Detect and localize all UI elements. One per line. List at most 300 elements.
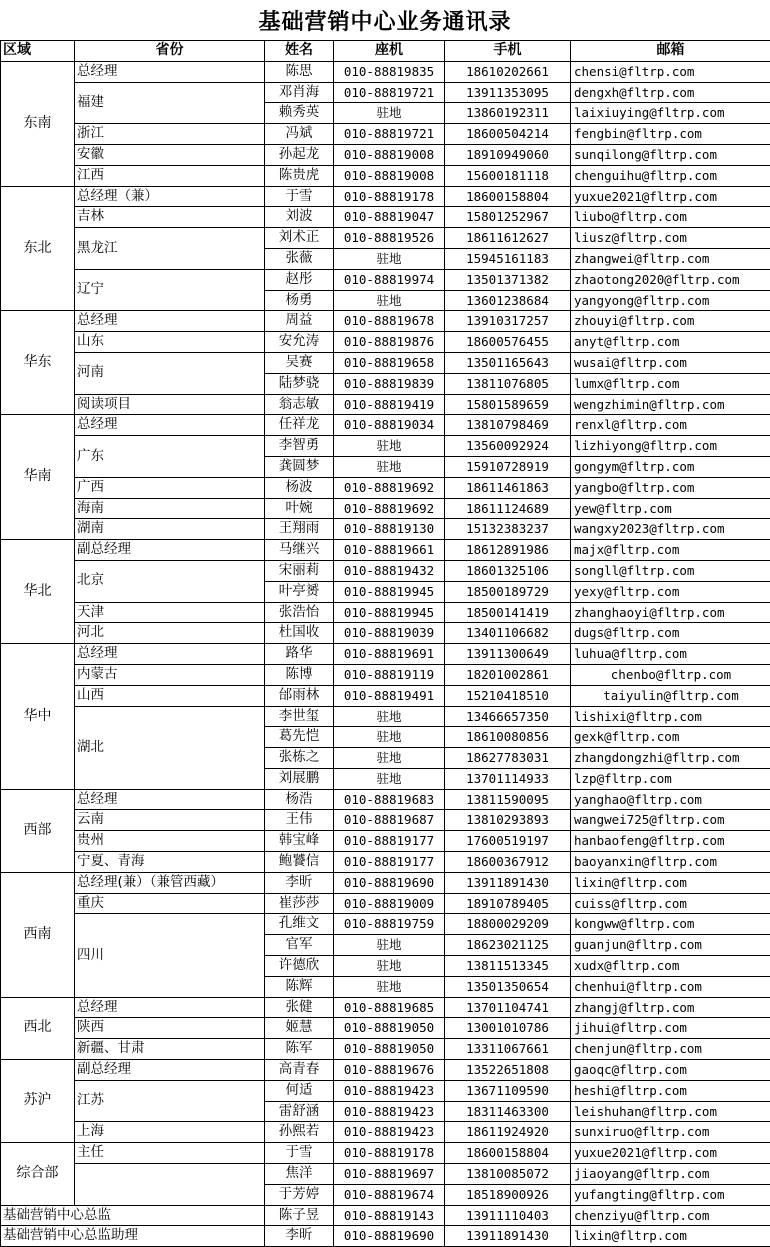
phone-cell: 010-88819034 [334, 415, 445, 436]
phone-cell: 驻地 [334, 935, 445, 956]
table-row [1, 1122, 770, 1143]
email-cell: majx@fltrp.com [571, 540, 770, 561]
table-row [1, 997, 770, 1018]
table-row [1, 1080, 770, 1101]
name-cell: 陈辉 [265, 976, 334, 997]
name-cell: 陈思 [265, 61, 334, 82]
table-row [1, 352, 770, 373]
phone-cell: 010-88819683 [334, 789, 445, 810]
province-cell: 黑龙江 [75, 228, 265, 270]
table-row [1, 394, 770, 415]
region-cell: 综合部 [1, 1143, 75, 1205]
email-cell: yanghao@fltrp.com [571, 789, 770, 810]
phone-cell: 010-88819692 [334, 498, 445, 519]
phone-cell: 010-88819178 [334, 1143, 445, 1164]
province-cell: 宁夏、青海 [75, 852, 265, 873]
name-cell: 葛先恺 [265, 727, 334, 748]
name-cell: 孔维文 [265, 914, 334, 935]
table-row [1, 872, 770, 893]
phone-cell: 010-88819661 [334, 540, 445, 561]
name-cell: 王翔雨 [265, 519, 334, 540]
email-cell: lishixi@fltrp.com [571, 706, 770, 727]
phone-cell: 010-88819676 [334, 1060, 445, 1081]
province-cell: 北京 [75, 560, 265, 602]
name-cell: 于雪 [265, 1143, 334, 1164]
header-mobile: 手机 [445, 41, 571, 62]
table-row [1, 61, 770, 82]
name-cell: 刘波 [265, 207, 334, 228]
name-cell: 李世玺 [265, 706, 334, 727]
email-cell: xudx@fltrp.com [571, 956, 770, 977]
name-cell: 张栋之 [265, 748, 334, 769]
email-cell: yew@fltrp.com [571, 498, 770, 519]
phone-cell: 010-88819697 [334, 1164, 445, 1185]
province-cell: 总经理 [75, 311, 265, 332]
mobile-cell: 13466657350 [445, 706, 571, 727]
mobile-cell: 13701114933 [445, 768, 571, 789]
header-province: 省份 [75, 41, 265, 62]
mobile-cell: 13501371382 [445, 269, 571, 290]
name-cell: 邰雨林 [265, 685, 334, 706]
email-cell: liubo@fltrp.com [571, 207, 770, 228]
mobile-cell: 18500189729 [445, 581, 571, 602]
mobile-cell: 18610202661 [445, 61, 571, 82]
table-row [1, 1205, 770, 1226]
mobile-cell: 18600576455 [445, 332, 571, 353]
province-cell: 天津 [75, 602, 265, 623]
province-cell: 安徽 [75, 144, 265, 165]
mobile-cell: 13810293893 [445, 810, 571, 831]
table-row [1, 207, 770, 228]
phone-cell: 驻地 [334, 768, 445, 789]
province-cell: 四川 [75, 914, 265, 997]
mobile-cell: 13810798469 [445, 415, 571, 436]
name-cell: 王伟 [265, 810, 334, 831]
name-cell: 崔莎莎 [265, 893, 334, 914]
mobile-cell: 18600158804 [445, 186, 571, 207]
mobile-cell: 13810085072 [445, 1164, 571, 1185]
mobile-cell: 15801589659 [445, 394, 571, 415]
name-cell: 杨波 [265, 477, 334, 498]
name-cell: 于雪 [265, 186, 334, 207]
table-row [1, 1226, 770, 1247]
email-cell: heshi@fltrp.com [571, 1080, 770, 1101]
name-cell: 杨浩 [265, 789, 334, 810]
phone-cell: 010-88819759 [334, 914, 445, 935]
mobile-cell: 13910317257 [445, 311, 571, 332]
email-cell: zhangwei@fltrp.com [571, 248, 770, 269]
mobile-cell: 18611124689 [445, 498, 571, 519]
mobile-cell: 18910949060 [445, 144, 571, 165]
mobile-cell: 15132383237 [445, 519, 571, 540]
header-email: 邮箱 [571, 41, 770, 62]
mobile-cell: 13601238684 [445, 290, 571, 311]
email-cell: leishuhan@fltrp.com [571, 1101, 770, 1122]
table-row [1, 893, 770, 914]
mobile-cell: 15801252967 [445, 207, 571, 228]
email-cell: yangbo@fltrp.com [571, 477, 770, 498]
province-cell: 上海 [75, 1122, 265, 1143]
table-row [1, 477, 770, 498]
mobile-cell: 13560092924 [445, 436, 571, 457]
province-cell: 总经理 [75, 789, 265, 810]
mobile-cell: 18500141419 [445, 602, 571, 623]
email-cell: taiyulin@fltrp.com [571, 685, 770, 706]
phone-cell: 010-88819008 [334, 165, 445, 186]
region-cell: 华中 [1, 644, 75, 790]
table-row [1, 519, 770, 540]
directory-body [1, 61, 770, 1246]
mobile-cell: 13811513345 [445, 956, 571, 977]
table-row [1, 540, 770, 561]
mobile-cell: 15910728919 [445, 456, 571, 477]
mobile-cell: 18611612627 [445, 228, 571, 249]
name-cell: 陈贵虎 [265, 165, 334, 186]
province-cell: 湖北 [75, 706, 265, 789]
phone-cell: 010-88819491 [334, 685, 445, 706]
phone-cell: 010-88819178 [334, 186, 445, 207]
province-cell: 副总经理 [75, 540, 265, 561]
name-cell: 吴赛 [265, 352, 334, 373]
email-cell: gexk@fltrp.com [571, 727, 770, 748]
mobile-cell: 13911891430 [445, 1226, 571, 1247]
phone-cell: 010-88819526 [334, 228, 445, 249]
role-cell: 基础营销中心总监 [1, 1205, 265, 1226]
name-cell: 赖秀英 [265, 103, 334, 124]
mobile-cell: 17600519197 [445, 831, 571, 852]
table-row [1, 144, 770, 165]
table-row [1, 1039, 770, 1060]
email-cell: sunqilong@fltrp.com [571, 144, 770, 165]
phone-cell: 010-88819009 [334, 893, 445, 914]
mobile-cell: 13911353095 [445, 82, 571, 103]
mobile-cell: 18910789405 [445, 893, 571, 914]
phone-cell: 010-88819050 [334, 1018, 445, 1039]
province-cell: 浙江 [75, 124, 265, 145]
phone-cell: 010-88819876 [334, 332, 445, 353]
email-cell: yexy@fltrp.com [571, 581, 770, 602]
mobile-cell: 15945161183 [445, 248, 571, 269]
email-cell: jihui@fltrp.com [571, 1018, 770, 1039]
phone-cell: 010-88819692 [334, 477, 445, 498]
name-cell: 翁志敏 [265, 394, 334, 415]
email-cell: zhaotong2020@fltrp.com [571, 269, 770, 290]
name-cell: 李昕 [265, 872, 334, 893]
province-cell: 总经理 [75, 61, 265, 82]
phone-cell: 驻地 [334, 706, 445, 727]
province-cell: 内蒙古 [75, 664, 265, 685]
table-row [1, 228, 770, 249]
mobile-cell: 18611924920 [445, 1122, 571, 1143]
name-cell: 周益 [265, 311, 334, 332]
phone-cell: 010-88819658 [334, 352, 445, 373]
mobile-cell: 18601325106 [445, 560, 571, 581]
name-cell: 孙起龙 [265, 144, 334, 165]
email-cell: songll@fltrp.com [571, 560, 770, 581]
phone-cell: 驻地 [334, 727, 445, 748]
table-row [1, 186, 770, 207]
name-cell: 赵彤 [265, 269, 334, 290]
name-cell: 张浩怡 [265, 602, 334, 623]
email-cell: lixin@fltrp.com [571, 872, 770, 893]
name-cell: 安允涛 [265, 332, 334, 353]
phone-cell: 010-88819945 [334, 602, 445, 623]
table-row [1, 810, 770, 831]
email-cell: chenziyu@fltrp.com [571, 1205, 770, 1226]
name-cell: 高青春 [265, 1060, 334, 1081]
name-cell: 任祥龙 [265, 415, 334, 436]
table-row [1, 852, 770, 873]
email-cell: lzp@fltrp.com [571, 768, 770, 789]
region-cell: 西部 [1, 789, 75, 872]
name-cell: 官军 [265, 935, 334, 956]
email-cell: zhangdongzhi@fltrp.com [571, 748, 770, 769]
email-cell: yuxue2021@fltrp.com [571, 1143, 770, 1164]
header-name: 姓名 [265, 41, 334, 62]
table-row [1, 602, 770, 623]
name-cell: 马继兴 [265, 540, 334, 561]
table-row [1, 269, 770, 290]
phone-cell: 驻地 [334, 290, 445, 311]
email-cell: chenhui@fltrp.com [571, 976, 770, 997]
phone-cell: 010-88819691 [334, 644, 445, 665]
table-row [1, 415, 770, 436]
phone-cell: 驻地 [334, 248, 445, 269]
email-cell: zhanghaoyi@fltrp.com [571, 602, 770, 623]
province-cell: 总经理 [75, 997, 265, 1018]
province-cell: 湖南 [75, 519, 265, 540]
name-cell: 宋丽莉 [265, 560, 334, 581]
mobile-cell: 18600367912 [445, 852, 571, 873]
email-cell: wangxy2023@fltrp.com [571, 519, 770, 540]
province-cell: 总经理 [75, 644, 265, 665]
province-cell: 广东 [75, 436, 265, 478]
name-cell: 刘术正 [265, 228, 334, 249]
province-cell: 山西 [75, 685, 265, 706]
table-row [1, 436, 770, 457]
phone-cell: 010-88819432 [334, 560, 445, 581]
phone-cell: 驻地 [334, 748, 445, 769]
phone-cell: 010-88819143 [334, 1205, 445, 1226]
region-cell: 华东 [1, 311, 75, 415]
province-cell: 总经理 [75, 415, 265, 436]
name-cell: 陆梦骁 [265, 373, 334, 394]
email-cell: dugs@fltrp.com [571, 623, 770, 644]
region-cell: 华北 [1, 540, 75, 644]
mobile-cell: 18611461863 [445, 477, 571, 498]
table-row [1, 644, 770, 665]
email-cell: zhangj@fltrp.com [571, 997, 770, 1018]
province-cell: 福建 [75, 82, 265, 124]
table-row [1, 82, 770, 103]
mobile-cell: 18201002861 [445, 664, 571, 685]
email-cell: wengzhimin@fltrp.com [571, 394, 770, 415]
province-cell: 主任 [75, 1143, 265, 1164]
email-cell: lizhiyong@fltrp.com [571, 436, 770, 457]
phone-cell: 驻地 [334, 976, 445, 997]
mobile-cell: 13311067661 [445, 1039, 571, 1060]
phone-cell: 010-88819047 [334, 207, 445, 228]
region-cell: 东南 [1, 61, 75, 186]
email-cell: chenjun@fltrp.com [571, 1039, 770, 1060]
email-cell: chenguihu@fltrp.com [571, 165, 770, 186]
name-cell: 孙熙若 [265, 1122, 334, 1143]
page-title: 基础营销中心业务通讯录 [0, 0, 770, 40]
mobile-cell: 13811076805 [445, 373, 571, 394]
table-row [1, 1143, 770, 1164]
mobile-cell: 13911110403 [445, 1205, 571, 1226]
province-cell: 江西 [75, 165, 265, 186]
phone-cell: 驻地 [334, 436, 445, 457]
mobile-cell: 13522651808 [445, 1060, 571, 1081]
phone-cell: 010-88819039 [334, 623, 445, 644]
province-cell: 河北 [75, 623, 265, 644]
province-cell [75, 1164, 265, 1206]
table-row [1, 664, 770, 685]
province-cell: 贵州 [75, 831, 265, 852]
mobile-cell: 18311463300 [445, 1101, 571, 1122]
phone-cell: 010-88819119 [334, 664, 445, 685]
phone-cell: 驻地 [334, 956, 445, 977]
email-cell: anyt@fltrp.com [571, 332, 770, 353]
table-row [1, 1018, 770, 1039]
mobile-cell: 13501165643 [445, 352, 571, 373]
name-cell: 冯斌 [265, 124, 334, 145]
table-row [1, 311, 770, 332]
name-cell: 李智勇 [265, 436, 334, 457]
table-row [1, 623, 770, 644]
name-cell: 张健 [265, 997, 334, 1018]
name-cell: 邓肖海 [265, 82, 334, 103]
email-cell: dengxh@fltrp.com [571, 82, 770, 103]
email-cell: wusai@fltrp.com [571, 352, 770, 373]
mobile-cell: 13911891430 [445, 872, 571, 893]
region-cell: 苏沪 [1, 1060, 75, 1143]
table-row [1, 332, 770, 353]
province-cell: 新疆、甘肃 [75, 1039, 265, 1060]
phone-cell: 010-88819687 [334, 810, 445, 831]
table-row [1, 706, 770, 727]
email-cell: zhouyi@fltrp.com [571, 311, 770, 332]
name-cell: 张薇 [265, 248, 334, 269]
name-cell: 杜国收 [265, 623, 334, 644]
phone-cell: 010-88819678 [334, 311, 445, 332]
name-cell: 李昕 [265, 1226, 334, 1247]
table-row [1, 685, 770, 706]
mobile-cell: 15600181118 [445, 165, 571, 186]
province-cell: 广西 [75, 477, 265, 498]
phone-cell: 010-88819839 [334, 373, 445, 394]
province-cell: 副总经理 [75, 1060, 265, 1081]
name-cell: 陈军 [265, 1039, 334, 1060]
province-cell: 重庆 [75, 893, 265, 914]
email-cell: liusz@fltrp.com [571, 228, 770, 249]
name-cell: 何适 [265, 1080, 334, 1101]
table-row [1, 914, 770, 935]
header-row [1, 41, 770, 62]
phone-cell: 010-88819974 [334, 269, 445, 290]
mobile-cell: 18612891986 [445, 540, 571, 561]
email-cell: baoyanxin@fltrp.com [571, 852, 770, 873]
mobile-cell: 18627783031 [445, 748, 571, 769]
email-cell: yangyong@fltrp.com [571, 290, 770, 311]
phone-cell: 010-88819945 [334, 581, 445, 602]
phone-cell: 010-88819423 [334, 1080, 445, 1101]
email-cell: luhua@fltrp.com [571, 644, 770, 665]
phone-cell: 010-88819674 [334, 1184, 445, 1205]
phone-cell: 010-88819690 [334, 1226, 445, 1247]
mobile-cell: 13401106682 [445, 623, 571, 644]
table-row [1, 560, 770, 581]
directory-table [0, 40, 770, 1247]
province-cell: 吉林 [75, 207, 265, 228]
email-cell: gaoqc@fltrp.com [571, 1060, 770, 1081]
email-cell: guanjun@fltrp.com [571, 935, 770, 956]
name-cell: 叶婉 [265, 498, 334, 519]
email-cell: jiaoyang@fltrp.com [571, 1164, 770, 1185]
name-cell: 路华 [265, 644, 334, 665]
email-cell: laixiuying@fltrp.com [571, 103, 770, 124]
email-cell: renxl@fltrp.com [571, 415, 770, 436]
phone-cell: 010-88819690 [334, 872, 445, 893]
table-row [1, 124, 770, 145]
email-cell: chenbo@fltrp.com [571, 664, 770, 685]
mobile-cell: 18610080856 [445, 727, 571, 748]
mobile-cell: 13860192311 [445, 103, 571, 124]
email-cell: chensi@fltrp.com [571, 61, 770, 82]
table-row [1, 1060, 770, 1081]
name-cell: 韩宝峰 [265, 831, 334, 852]
region-cell: 华南 [1, 415, 75, 540]
name-cell: 龚圆梦 [265, 456, 334, 477]
province-cell: 总经理(兼）（兼管西藏） [75, 872, 265, 893]
table-row [1, 498, 770, 519]
email-cell: lumx@fltrp.com [571, 373, 770, 394]
name-cell: 焦洋 [265, 1164, 334, 1185]
province-cell: 江苏 [75, 1080, 265, 1122]
name-cell: 姬慧 [265, 1018, 334, 1039]
email-cell: hanbaofeng@fltrp.com [571, 831, 770, 852]
name-cell: 陈博 [265, 664, 334, 685]
name-cell: 鲍饕信 [265, 852, 334, 873]
province-cell: 云南 [75, 810, 265, 831]
name-cell: 叶亭赟 [265, 581, 334, 602]
phone-cell: 010-88819177 [334, 831, 445, 852]
phone-cell: 010-88819685 [334, 997, 445, 1018]
mobile-cell: 18800029209 [445, 914, 571, 935]
mobile-cell: 18518900926 [445, 1184, 571, 1205]
name-cell: 杨勇 [265, 290, 334, 311]
mobile-cell: 13501350654 [445, 976, 571, 997]
region-cell: 东北 [1, 186, 75, 311]
table-row [1, 789, 770, 810]
region-cell: 西北 [1, 997, 75, 1059]
province-cell: 阅读项目 [75, 394, 265, 415]
mobile-cell: 18600158804 [445, 1143, 571, 1164]
header-region: 区域 [1, 41, 75, 62]
name-cell: 雷舒涵 [265, 1101, 334, 1122]
mobile-cell: 18600504214 [445, 124, 571, 145]
table-row [1, 831, 770, 852]
email-cell: fengbin@fltrp.com [571, 124, 770, 145]
province-cell: 总经理（兼） [75, 186, 265, 207]
province-cell: 辽宁 [75, 269, 265, 311]
region-cell: 西南 [1, 872, 75, 997]
email-cell: lixin@fltrp.com [571, 1226, 770, 1247]
email-cell: yuxue2021@fltrp.com [571, 186, 770, 207]
mobile-cell: 18623021125 [445, 935, 571, 956]
name-cell: 刘展鹏 [265, 768, 334, 789]
